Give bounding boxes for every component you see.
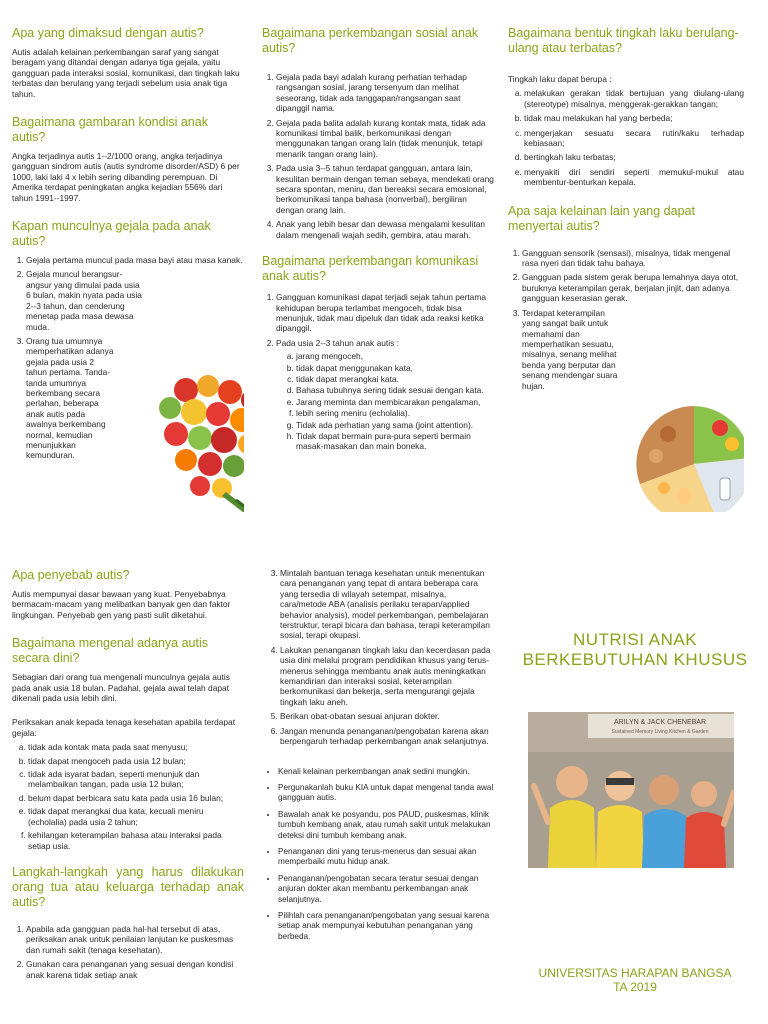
heading-condition: Bagaimana gambaran kondisi anak autis? [12, 115, 208, 145]
heading-causes: Apa penyebab autis? [12, 568, 130, 582]
list-item: 4. Lakukan penanganan tingkah laku dan kecerdasan pada usia dini melalui program pendidikan khusus yang terus-menerus sehingga membantu anak autis meningkatkan kemandirian dan interaksi sosial, keterampilan berkomunikasi dan bekerja, serta mengurangi gejala tingkah laku aneh. [280, 645, 494, 707]
list-item: 1. Gangguan komunikasi dapat terjadi sejak tahun pertama kehidupan berupa terlambat mengoceh, tidak bisa menunjuk, tidak mau dipeluk dan tidak ada reaksi ketika dipanggil. [276, 292, 494, 334]
text-checkup-prompt: Periksakan anak kepada tenaga kesehatan apabila terdapat gejala: [12, 717, 236, 738]
list-item: 2. Gunakan cara penanganan yang sesuai dengan kondisi anak karena tidak setiap anak [26, 959, 244, 980]
list-family-steps [12, 924, 244, 980]
list-item: • Penanganan/pengobatan secara teratur sesuai dengan anjuran dokter akan membantu perkembangan anak selanjutnya. [278, 874, 494, 905]
list-item: a. tidak ada kontak mata pada saat menyusu; [28, 742, 244, 752]
panel-causes-detection [12, 512, 244, 1024]
list-item: 3. Terdapat keterampilan yang sangat baik untuk memahami dan memperhatikan sesuatu, misalnya, senang melihat benda yang berputar dan senang mendengar suara hujan. [522, 308, 744, 391]
heading-repetitive-behavior: Bagaimana bentuk tingkah laku berulang-ulang atau terbatas? [508, 26, 739, 55]
list-item: 2. Gejala muncul berangsur-angsur yang dimulai pada usia 6 bulan, makin nyata pada usia 2--3 tahun, dan cenderung menetap pada masa dewasa muda. [26, 269, 244, 331]
photo-sign-subtitle: Sustained Memory Living Kitchen & Garden [611, 729, 709, 735]
brochure-outer-page [0, 512, 768, 1024]
list-item: e. menyakiti diri sendiri seperti memukul-mukul atau membentur-benturkan kepala. [524, 167, 744, 188]
text-behavior-intro: Tingkah laku dapat berupa : [508, 74, 612, 84]
vegetable-heart-illustration [156, 372, 244, 512]
photo-sign-title: ARILYN & JACK CHENEBAR [613, 719, 707, 726]
list-item: • Bawalah anak ke posyandu, pos PAUD, puskesmas, klinik tumbuh kembang anak, atau rumah sakit untuk melakukan deteksi dini tumbuh kembang anak. [278, 810, 494, 841]
list-item: a. jarang mengoceh, [296, 351, 494, 361]
panel-development [262, 0, 494, 512]
list-item: 3. Orang tua umumnya memperhatikan adanya gejala pada usia 2 tahun pertama. Tanda-tanda umumnya berkembang secara perlahan, beberapa anak autis pada awalnya berkembang normal, kemudian menunjukkan kemunduran. [26, 336, 244, 461]
list-warning-signs [12, 742, 244, 851]
heading-family-steps: Langkah-langkah yang harus dilakukan orang tua atau keluarga terhadap anak autis? [12, 864, 244, 909]
list-item: 2. Gejala pada balita adalah kurang kontak mata, tidak ada komunikasi timbal balik, berkomunikasi dengan menggunakan tangan orang lain (tidak menunjuk, tetapi menarik tangan orang lain). [276, 118, 494, 160]
list-social-development [262, 72, 494, 240]
text-what-is-autism: Autis adalah kelainan perkembangan saraf yang sangat beragam yang ditandai dengan adanya tiga gejala, yaitu gangguan pada interaksi sosial, komunikasi, dan tingkah laku terbatas dan berulang yang terjadi sebelum usia anak tiga tahun. [12, 47, 240, 99]
list-item: g. Tidak ada perhatian yang sama (joint attention). [296, 420, 494, 430]
list-item: • Pergunakanlah buku KIA untuk dapat mengenal tanda awal gangguan autis. [278, 783, 494, 804]
list-item: 1. Gangguan sensorik (sensasi), misalnya, tidak mengenal rasa nyeri dan tidak tahu bahaya. [522, 248, 744, 269]
food-plate-illustration [628, 400, 744, 512]
text-causes: Autis mempunyai dasar bawaan yang kuat. Penyebabnya bermacam-macam yang melibatkan banyak gen dan faktor lingkungan. Penyebab gen yang pasti sulit diketahui. [12, 589, 231, 620]
list-item: 2. Gangguan pada sistem gerak berupa lemahnya daya otot, buruknya keterampilan gerak, berjalan jinjit, dan adanya gangguan keserasian gerak. [522, 272, 744, 303]
list-item: 5. Berikan obat-obatan sesuai anjuran dokter. [280, 711, 494, 721]
list-communication-development [262, 292, 494, 452]
list-item: 1. Gejala pada bayi adalah kurang perhatian terhadap rangsangan sosial, jarang tersenyum dan melihat seseorang, tidak ada tanggapan/rangsangan saat dipanggil nama. [276, 72, 494, 114]
text-condition: Angka terjadinya autis 1--2/1000 orang, angka terjadinya gangguan sindrom autis (autis syndrome disorder/ASD) 6 per 1000, laki laki 4 x lebih sering dibanding perempuan. Di Amerika terdapat peningkatan angka kejadian 556% dari tahun 1991--1997. [12, 151, 240, 203]
list-item: 2. Pada usia 2--3 tahun anak autis : a. jarang mengoceh, b. tidak dapat menggunakan kata, c. tidak dapat merangkai kata. d. Bahasa tubuhnya sering tidak sesuai dengan kata. e. Jarang meminta dan membicarakan pengalaman, f. lebih sering meniru (echolalia). g. Tidak ada perhatian yang sama (joint attention). h. Tidak dapat bermain pura-pura seperti bermain masak-masakan dan main boneka. [276, 338, 494, 452]
list-item: f. lebih sering meniru (echolalia). [296, 408, 494, 418]
panel-cover [520, 512, 750, 1024]
list-key-tips [262, 767, 494, 943]
list-item: c. tidak dapat merangkai kata. [296, 374, 494, 384]
cover-footer [520, 966, 750, 994]
list-item: e. Jarang meminta dan membicarakan pengalaman, [296, 397, 494, 407]
list-item: h. Tidak dapat bermain pura-pura seperti bermain masak-masakan dan main boneka. [296, 431, 494, 452]
list-item: b. tidak dapat mengoceh pada usia 12 bulan; [28, 756, 244, 766]
heading-comorbid-conditions: Apa saja kelainan lain yang dapat menyertai autis? [508, 203, 695, 233]
list-item: d. bertingkah laku terbatas; [524, 152, 744, 162]
list-item: e. tidak dapat merangkai dua kata, kecuali meniru (echolalia) pada usia 2 tahun; [28, 806, 244, 827]
list-item: 1. Gejala pertama muncul pada masa bayi atau masa kanak. [26, 255, 244, 265]
list-item: • Pilihlah cara penanganan/pengobatan yang sesuai karena setiap anak mempunyai kebutuhan penanganan yang berbeda. [278, 911, 494, 942]
panel-autism-intro [12, 0, 244, 512]
list-communication-sub [276, 351, 494, 452]
list-item: b. tidak dapat menggunakan kata, [296, 363, 494, 373]
heading-communication-development: Bagaimana perkembangan komunikasi anak autis? [262, 254, 479, 284]
heading-early-detection: Bagaimana mengenal adanya autis secara dini? [12, 636, 208, 666]
cover-photo [528, 712, 734, 868]
panel-treatment [262, 512, 494, 1024]
list-item: c. mengerjakan sesuatu secara rutin/kaku terhadap kebiasaan; [524, 128, 744, 149]
list-repetitive-behavior [508, 88, 744, 187]
panel-behavior [508, 0, 744, 512]
list-item: c. tidak ada isyarat badan, seperti menunjuk dan melambaikan tangan, pada usia 12 bulan; [28, 769, 244, 790]
list-item: • Penanganan dini yang terus-menerus dan sesuai akan memperbaiki mutu hidup anak. [278, 847, 494, 868]
list-item: 4. Anak yang lebih besar dan dewasa mengalami kesulitan dalam mengenali wajah sedih, gembira, atau marah. [276, 219, 494, 240]
list-item: 3. Mintalah bantuan tenaga kesehatan untuk menentukan cara penanganan yang tepat di antara beberapa cara yang tersedia di wilayah setempat, misalnya, cara/metode ABA (analisis perilaku terapan/applied behavior analysis), model perkembangan, pembelajaran terstruktur, terapi bicara dan bahasa, terapi keterampilan sosial, terapi okupasi. [280, 568, 494, 641]
cover-title: NUTRISI ANAK BERKEBUTUHAN KHUSUS [522, 630, 748, 669]
list-treatment-steps [262, 568, 494, 747]
list-item: 3. Pada usia 3--5 tahun terdapat gangguan, antara lain, kesulitan bermain dengan teman sebaya, mendekati orang secara spontan, meniru, dan bereaksi secara emosional, berkomunikasi tanpa bahasa (nonverbal), bergiliran dengan orang lain. [276, 163, 494, 215]
list-comorbid-conditions [508, 248, 744, 391]
list-item: a. melakukan gerakan tidak bertujuan yang diulang-ulang (stereotype) misalnya, menggerak-gerakkan tangan; [524, 88, 744, 109]
heading-what-is-autism: Apa yang dimaksud dengan autis? [12, 26, 204, 40]
heading-symptom-onset: Kapan munculnya gejala pada anak autis? [12, 219, 211, 249]
academic-year: TA 2019 [613, 980, 657, 994]
list-item: • Kenali kelainan perkembangan anak sedini mungkin. [278, 767, 494, 777]
list-item: b. tidak mau melakukan hal yang berbeda; [524, 113, 744, 123]
children-photo [528, 712, 734, 868]
list-item: d. belum dapat berbicara satu kata pada usia 16 bulan; [28, 793, 244, 803]
list-item: f. kehilangan keterampilan bahasa atau interaksi pada setiap usia. [28, 830, 244, 851]
list-item: 1. Apabila ada gangguan pada hal-hal tersebut di atas, periksakan anak untuk penilaian lanjutan ke puskesmas dan rumah sakit (tenaga kesehatan). [26, 924, 244, 955]
list-item: 6. Jangan menunda penanganan/pengobatan karena akan berpengaruh terhadap perkembangan anak selanjutnya. [280, 726, 494, 747]
text-early-detection: Sebagian dari orang tua mengenali munculnya gejala autis pada anak usia 18 bulan. Padahal, gejala awal telah dapat dikenali pada usia lebih dini. [12, 672, 230, 704]
heading-social-development: Bagaimana perkembangan sosial anak autis? [262, 26, 479, 55]
list-item: d. Bahasa tubuhnya sering tidak sesuai dengan kata. [296, 385, 494, 395]
university-name: UNIVERSITAS HARAPAN BANGSA [538, 966, 732, 980]
